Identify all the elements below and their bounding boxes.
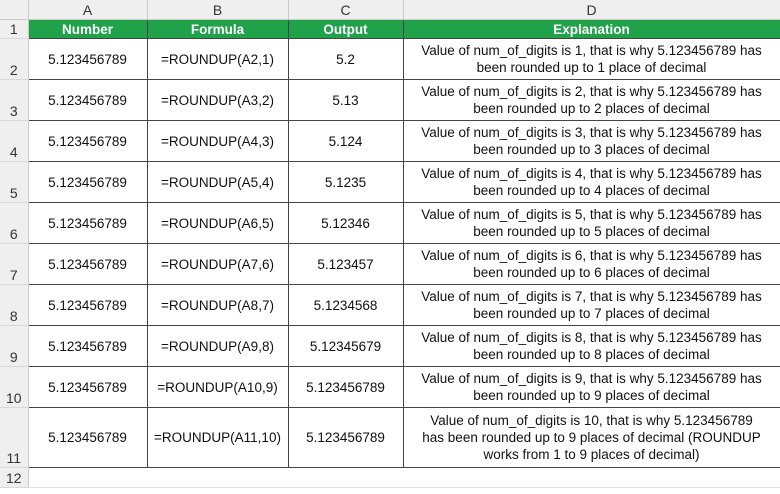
explanation-cell[interactable] <box>403 121 780 162</box>
explanation-cell[interactable] <box>403 203 780 244</box>
formula-cell[interactable]: =ROUNDUP(A4,3) <box>147 121 288 162</box>
row-header[interactable]: 12 <box>0 468 28 488</box>
column-header-b[interactable]: B <box>147 0 288 20</box>
number-cell[interactable]: 5.123456789 <box>28 244 147 285</box>
header-cell-number[interactable]: Number <box>28 20 147 39</box>
explanation-line: Value of num_of_digits is 8, that is why 5.123456789 has <box>421 330 762 345</box>
output-cell[interactable]: 5.123456789 <box>288 367 403 408</box>
formula-cell[interactable]: =ROUNDUP(A6,5) <box>147 203 288 244</box>
explanation-line: Value of num_of_digits is 10, that is why 5.123456789 <box>430 413 753 428</box>
number-cell[interactable]: 5.123456789 <box>28 203 147 244</box>
select-all-corner[interactable] <box>0 0 28 20</box>
formula-cell[interactable]: =ROUNDUP(A11,10) <box>147 408 288 468</box>
explanation-line: Value of num_of_digits is 3, that is why 5.123456789 has <box>421 125 762 140</box>
output-cell[interactable]: 5.123456789 <box>288 408 403 468</box>
row-header[interactable]: 10 <box>0 367 28 408</box>
explanation-line: been rounded up to 1 place of decimal <box>476 60 707 75</box>
column-header-a[interactable]: A <box>28 0 147 20</box>
table-row <box>0 468 780 488</box>
explanation-line: been rounded up to 7 places of decimal <box>473 306 710 321</box>
output-cell[interactable]: 5.13 <box>288 80 403 121</box>
explanation-cell[interactable] <box>403 367 780 408</box>
row-header[interactable]: 5 <box>0 162 28 203</box>
table-row <box>0 367 780 408</box>
explanation-cell[interactable] <box>403 162 780 203</box>
header-cell-explanation[interactable]: Explanation <box>403 20 780 39</box>
explanation-cell[interactable] <box>403 326 780 367</box>
table-row <box>0 244 780 285</box>
explanation-line: has been rounded up to 9 places of decimal (ROUNDUP <box>422 430 761 445</box>
empty-cell[interactable] <box>147 468 288 488</box>
output-cell[interactable]: 5.12346 <box>288 203 403 244</box>
explanation-line: been rounded up to 8 places of decimal <box>473 347 710 362</box>
explanation-line: Value of num_of_digits is 1, that is why 5.123456789 has <box>421 43 762 58</box>
explanation-line: been rounded up to 5 places of decimal <box>473 224 710 239</box>
row-header[interactable]: 4 <box>0 121 28 162</box>
explanation-cell[interactable] <box>403 408 780 468</box>
number-cell[interactable]: 5.123456789 <box>28 121 147 162</box>
number-cell[interactable]: 5.123456789 <box>28 367 147 408</box>
explanation-cell[interactable] <box>403 244 780 285</box>
explanation-cell[interactable] <box>403 80 780 121</box>
formula-cell[interactable]: =ROUNDUP(A9,8) <box>147 326 288 367</box>
number-cell[interactable]: 5.123456789 <box>28 80 147 121</box>
explanation-line: been rounded up to 2 places of decimal <box>473 101 710 116</box>
table-row <box>0 39 780 80</box>
explanation-cell[interactable] <box>403 39 780 80</box>
output-cell[interactable]: 5.1235 <box>288 162 403 203</box>
row-header[interactable]: 3 <box>0 80 28 121</box>
number-cell[interactable]: 5.123456789 <box>28 326 147 367</box>
column-header-c[interactable]: C <box>288 0 403 20</box>
explanation-line: Value of num_of_digits is 2, that is why 5.123456789 has <box>421 84 762 99</box>
row-header[interactable]: 11 <box>0 408 28 468</box>
output-cell[interactable]: 5.2 <box>288 39 403 80</box>
table-row <box>0 408 780 468</box>
empty-cell[interactable] <box>28 468 147 488</box>
explanation-line: Value of num_of_digits is 7, that is why 5.123456789 has <box>421 289 762 304</box>
explanation-line: Value of num_of_digits is 5, that is why 5.123456789 has <box>421 207 762 222</box>
row-header[interactable]: 9 <box>0 326 28 367</box>
explanation-line: Value of num_of_digits is 4, that is why 5.123456789 has <box>421 166 762 181</box>
formula-cell[interactable]: =ROUNDUP(A5,4) <box>147 162 288 203</box>
table-row <box>0 162 780 203</box>
table-row <box>0 121 780 162</box>
output-cell[interactable]: 5.124 <box>288 121 403 162</box>
explanation-line: Value of num_of_digits is 9, that is why 5.123456789 has <box>421 371 762 386</box>
table-row <box>0 285 780 326</box>
formula-cell[interactable]: =ROUNDUP(A2,1) <box>147 39 288 80</box>
table-row <box>0 203 780 244</box>
formula-cell[interactable]: =ROUNDUP(A7,6) <box>147 244 288 285</box>
number-cell[interactable]: 5.123456789 <box>28 39 147 80</box>
row-header[interactable]: 6 <box>0 203 28 244</box>
explanation-line: been rounded up to 6 places of decimal <box>473 265 710 280</box>
output-cell[interactable]: 5.12345679 <box>288 326 403 367</box>
explanation-line: been rounded up to 3 places of decimal <box>473 142 710 157</box>
header-cell-output[interactable]: Output <box>288 20 403 39</box>
formula-cell[interactable]: =ROUNDUP(A10,9) <box>147 367 288 408</box>
explanation-line: works from 1 to 9 places of decimal) <box>483 447 700 462</box>
output-cell[interactable]: 5.123457 <box>288 244 403 285</box>
row-header[interactable]: 1 <box>0 20 28 39</box>
number-cell[interactable]: 5.123456789 <box>28 162 147 203</box>
table-row <box>0 80 780 121</box>
explanation-line: been rounded up to 9 places of decimal <box>473 388 710 403</box>
number-cell[interactable]: 5.123456789 <box>28 285 147 326</box>
formula-cell[interactable]: =ROUNDUP(A3,2) <box>147 80 288 121</box>
explanation-line: been rounded up to 4 places of decimal <box>473 183 710 198</box>
empty-cell[interactable] <box>288 468 403 488</box>
table-row <box>0 326 780 367</box>
explanation-line: Value of num_of_digits is 6, that is why 5.123456789 has <box>421 248 762 263</box>
row-header[interactable]: 8 <box>0 285 28 326</box>
formula-cell[interactable]: =ROUNDUP(A8,7) <box>147 285 288 326</box>
column-header-d[interactable]: D <box>403 0 780 20</box>
number-cell[interactable]: 5.123456789 <box>28 408 147 468</box>
empty-cell[interactable] <box>403 468 780 488</box>
explanation-cell[interactable] <box>403 285 780 326</box>
header-cell-formula[interactable]: Formula <box>147 20 288 39</box>
output-cell[interactable]: 5.1234568 <box>288 285 403 326</box>
row-header[interactable]: 2 <box>0 39 28 80</box>
row-header[interactable]: 7 <box>0 244 28 285</box>
